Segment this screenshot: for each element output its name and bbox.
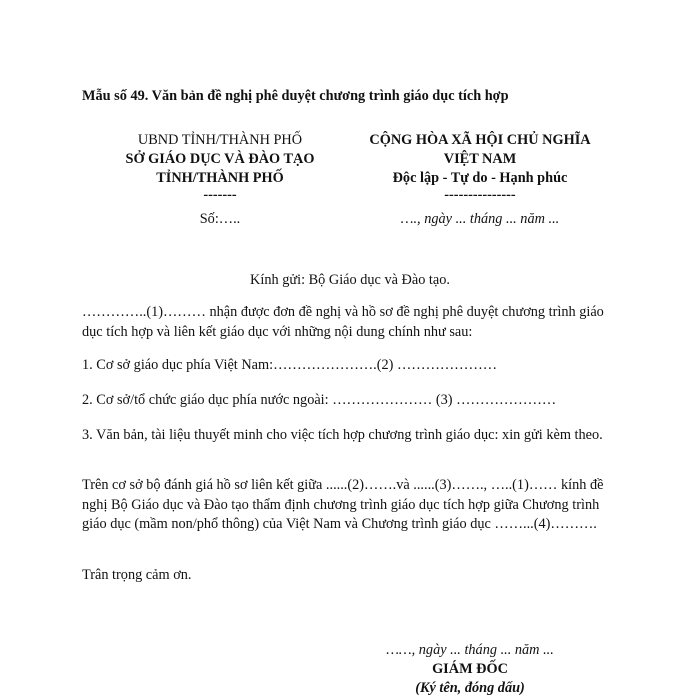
agency-line-3: TỈNH/THÀNH PHỐ xyxy=(156,170,284,186)
motto-line-2: VIỆT NAM xyxy=(443,151,517,167)
item-2: 2. Cơ sở/tổ chức giáo dục phía nước ngoài: ………………… (3) ………………… xyxy=(82,392,557,408)
signer-title: GIÁM ĐỐC xyxy=(432,661,508,677)
conclusion-paragraph: Trên cơ sở bộ đánh giá hồ sơ liên kết giữa ......(2)…….và ......(3)……., …..(1)…… kính đề nghị Bộ Giáo dục và Đào tạo thẩm định chương trình giáo dục tích hợp giữa Chương trình giáo dục (mầm non/phổ thông) của Việt Nam và Chương trình giáo dục ……...(4)………. xyxy=(82,477,604,532)
item-3: 3. Văn bản, tài liệu thuyết minh cho việc tích hợp chương trình giáo dục: xin gửi kèm theo. xyxy=(82,427,603,443)
closing-line: Trân trọng cảm ơn. xyxy=(82,567,192,583)
signature-block xyxy=(360,641,580,698)
agency-line-2: SỞ GIÁO DỤC VÀ ĐÀO TẠO xyxy=(125,151,315,167)
agency-divider: ------- xyxy=(203,187,237,203)
motto-line-3: Độc lập - Tự do - Hạnh phúc xyxy=(392,170,568,186)
motto-divider: --------------- xyxy=(444,187,516,203)
document-number: Số:….. xyxy=(199,211,241,227)
signature-date: ……, ngày ... tháng ... năm ... xyxy=(386,642,554,658)
salutation: Kính gửi: Bộ Giáo dục và Đào tạo. xyxy=(250,272,450,288)
document-date: …., ngày ... tháng ... năm ... xyxy=(400,211,560,227)
form-title: Mẫu số 49. Văn bản đề nghị phê duyệt chương trình giáo dục tích hợp xyxy=(82,88,509,104)
motto-line-1: CỘNG HÒA XÃ HỘI CHỦ NGHĨA xyxy=(369,132,591,148)
item-1: 1. Cơ sở giáo dục phía Việt Nam:………………….(2) ………………… xyxy=(82,357,498,373)
intro-paragraph: …………..(1)……… nhận được đơn đề nghị và hồ sơ đề nghị phê duyệt chương trình giáo dục tích hợp và liên kết giáo dục với những nội dung chính như sau: xyxy=(82,304,604,340)
national-motto-header xyxy=(350,131,610,202)
issuing-agency-header xyxy=(90,131,350,202)
signature-note: (Ký tên, đóng dấu) xyxy=(415,680,525,696)
agency-line-1: UBND TỈNH/THÀNH PHỐ xyxy=(137,132,303,148)
